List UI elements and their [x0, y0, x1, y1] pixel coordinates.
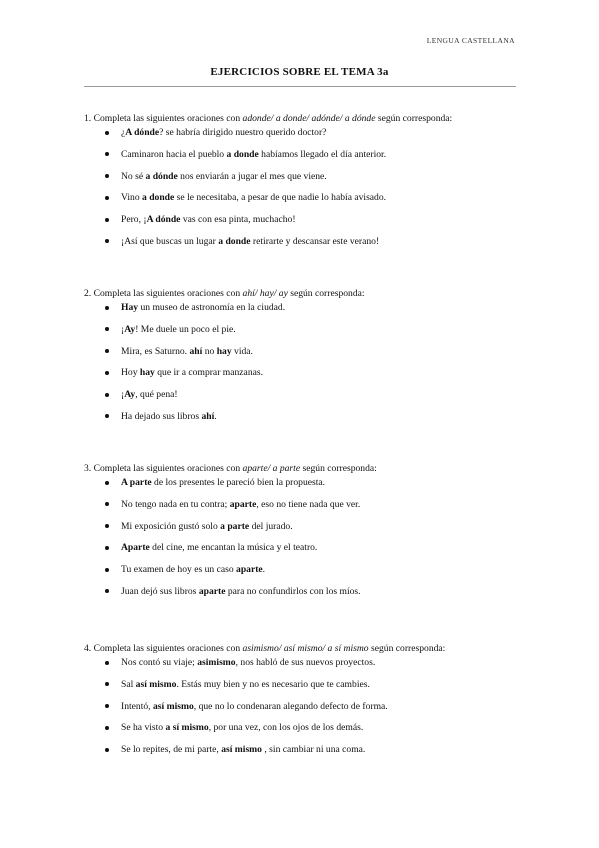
answer-word: a donde [218, 235, 251, 247]
bullet-icon [105, 393, 109, 397]
instruction-suffix: según corresponda: [300, 463, 377, 474]
instruction-suffix: según corresponda: [375, 113, 453, 124]
sentence-text: vas con esa pinta, muchacho! [180, 214, 296, 226]
instruction-options: ahí/ hay/ ay [242, 288, 288, 299]
bullet-icon [105, 589, 109, 593]
page-title: EJERCICIOS SOBRE EL TEMA 3a [210, 66, 389, 78]
sentence-text: ¿ [121, 127, 126, 138]
sentence-item [84, 656, 524, 678]
sentence-text: del cine, me encantan la música y el teatro. [149, 542, 318, 554]
sentence-item [84, 520, 524, 542]
answer-word: aparte [229, 498, 257, 510]
sentence-text: No tengo nada en tu contra; [121, 498, 230, 510]
answer-word: ahí [189, 345, 203, 357]
bullet-icon [105, 748, 109, 752]
sentence-text: , eso no tiene nada que ver. [256, 498, 361, 510]
answer-word: A dónde [125, 127, 160, 138]
exercise-instruction [84, 462, 524, 476]
sentence-item [84, 170, 524, 192]
bullet-icon [105, 131, 109, 135]
answer-word: hay [139, 367, 155, 379]
sentence-text: de los presentes le pareció bien la propuesta. [151, 477, 326, 488]
bullet-icon [105, 152, 109, 156]
sentence-text: Mi exposición gustó solo [121, 520, 221, 532]
sentence-text: Se ha visto [121, 722, 166, 734]
answer-word: asimismo [197, 657, 236, 668]
bullet-icon [105, 174, 109, 178]
sentence-text: Caminaron hacia el pueblo [121, 148, 227, 160]
bullet-icon [105, 682, 109, 686]
sentence-list [84, 656, 524, 765]
instruction-options: aparte/ a parte [242, 463, 301, 474]
sentence-text: Intentó, [121, 700, 153, 712]
sentence-text: Nos contó su viaje; [121, 657, 198, 668]
sentence-item [84, 191, 524, 213]
sentence-item [84, 541, 524, 563]
sentence-text: ¡Así que buscas un lugar [121, 235, 219, 247]
bullet-icon [105, 661, 109, 665]
sentence-text: , qué pena! [135, 389, 178, 401]
answer-word: a parte [220, 520, 250, 532]
sentence-text: , por una vez, con los ojos de los demás. [208, 722, 364, 734]
bullet-icon [105, 239, 109, 243]
answer-word: Hay [121, 302, 139, 313]
document-header-subject: LENGUA CASTELLANA [426, 36, 515, 45]
instruction-options: asimismo/ así mismo/ a sí mismo [242, 643, 369, 654]
instruction-options: adonde/ a donde/ adónde/ a dónde [242, 113, 376, 124]
answer-word: a sí mismo [165, 722, 209, 734]
exercise-section-4 [84, 642, 524, 765]
sentence-item [84, 345, 524, 367]
bullet-icon [105, 726, 109, 730]
instruction-prefix: 2. Completa las siguientes oraciones con [84, 288, 243, 299]
instruction-prefix: 1. Completa las siguientes oraciones con [84, 113, 243, 124]
sentence-item [84, 301, 524, 323]
sentence-text: Juan dejó sus libros [121, 585, 199, 597]
bullet-icon [105, 524, 109, 528]
sentence-item [84, 126, 524, 148]
sentence-text: Sal [121, 678, 136, 690]
instruction-suffix: según corresponda: [368, 643, 446, 654]
bullet-icon [105, 371, 109, 375]
answer-word: hay [216, 345, 232, 357]
sentence-text: Se lo repites, de mi parte, [121, 744, 222, 756]
sentence-item [84, 213, 524, 235]
bullet-icon [105, 414, 109, 418]
sentence-text: Ha dejado sus libros [121, 410, 202, 422]
sentence-list [84, 476, 524, 607]
sentence-item [84, 148, 524, 170]
sentence-item [84, 563, 524, 585]
sentence-item [84, 366, 524, 388]
bullet-icon [105, 349, 109, 353]
exercise-section-1 [84, 112, 524, 257]
bullet-icon [105, 704, 109, 708]
sentence-text: ! Me duele un poco el pie. [135, 323, 236, 335]
sentence-item [84, 476, 524, 498]
sentence-text: para no confundirlos con los míos. [225, 585, 361, 597]
bullet-icon [105, 481, 109, 485]
answer-word: Aparte [121, 542, 150, 554]
sentence-item [84, 498, 524, 520]
sentence-item [84, 585, 524, 607]
sentence-text: no [202, 345, 217, 357]
bullet-icon [105, 306, 109, 310]
sentence-text: habíamos llegado el día anterior. [258, 148, 387, 160]
sentence-text: un museo de astronomía en la ciudad. [138, 302, 286, 313]
sentence-item [84, 235, 524, 257]
sentence-item [84, 323, 524, 345]
answer-word: ahí [201, 410, 215, 422]
sentence-text: vida. [231, 345, 253, 357]
sentence-item [84, 700, 524, 722]
sentence-item [84, 743, 524, 765]
sentence-text: No sé [121, 170, 146, 182]
sentence-item [84, 721, 524, 743]
sentence-text: , que no lo condenaran alegando defecto de forma. [193, 700, 388, 712]
sentence-text: se le necesitaba, a pesar de que nadie lo había avisado. [174, 192, 387, 204]
exercise-instruction [84, 112, 524, 126]
bullet-icon [105, 546, 109, 550]
answer-word: a donde [226, 148, 259, 160]
answer-word: así mismo [221, 744, 262, 756]
bullet-icon [105, 568, 109, 572]
sentence-item [84, 678, 524, 700]
answer-word: así mismo [152, 700, 194, 712]
sentence-item [84, 410, 524, 432]
answer-word: aparte [198, 585, 226, 597]
answer-word: A dónde [146, 214, 181, 226]
exercise-instruction [84, 642, 524, 656]
sentence-text: ¡ [121, 389, 125, 401]
bullet-icon [105, 196, 109, 200]
sentence-text: , nos habló de sus nuevos proyectos. [235, 657, 376, 668]
sentence-text: Hoy [121, 367, 140, 379]
answer-word: a dónde [145, 170, 178, 182]
bullet-icon [105, 218, 109, 222]
sentence-text: . Estás muy bien y no es necesario que te cambies. [176, 678, 370, 690]
sentence-text: ¡ [121, 323, 125, 335]
exercise-section-3 [84, 462, 524, 607]
sentence-list [84, 301, 524, 432]
sentence-text: Mira, es Saturno. [121, 345, 190, 357]
sentence-text: retirarte y descansar este verano! [250, 235, 380, 247]
title-divider [84, 86, 516, 87]
bullet-icon [105, 327, 109, 331]
answer-word: Ay [124, 323, 136, 335]
instruction-prefix: 3. Completa las siguientes oraciones con [84, 463, 243, 474]
answer-word: a donde [142, 192, 175, 204]
instruction-prefix: 4. Completa las siguientes oraciones con [84, 643, 243, 654]
sentence-text: del jurado. [249, 520, 293, 532]
sentence-text: , sin cambiar ni una coma. [261, 744, 366, 756]
sentence-text: ? se habría dirigido nuestro querido doctor? [159, 127, 327, 138]
sentence-text: Pero, ¡ [121, 214, 147, 226]
sentence-text: Tu examen de hoy es un caso [121, 564, 237, 576]
bullet-icon [105, 502, 109, 506]
sentence-text: que ir a comprar manzanas. [154, 367, 264, 379]
sentence-text: nos enviarán a jugar el mes que viene. [177, 170, 327, 182]
answer-word: A parte [121, 477, 152, 488]
answer-word: así mismo [135, 678, 177, 690]
answer-word: Ay [124, 389, 136, 401]
sentence-text: . [214, 410, 217, 422]
sentence-list [84, 126, 524, 257]
sentence-text: . [262, 564, 266, 576]
exercise-section-2 [84, 287, 524, 432]
instruction-suffix: según corresponda: [287, 288, 365, 299]
sentence-item [84, 388, 524, 410]
sentence-text: Vino [121, 192, 143, 204]
answer-word: aparte [236, 564, 263, 576]
exercise-instruction [84, 287, 524, 301]
